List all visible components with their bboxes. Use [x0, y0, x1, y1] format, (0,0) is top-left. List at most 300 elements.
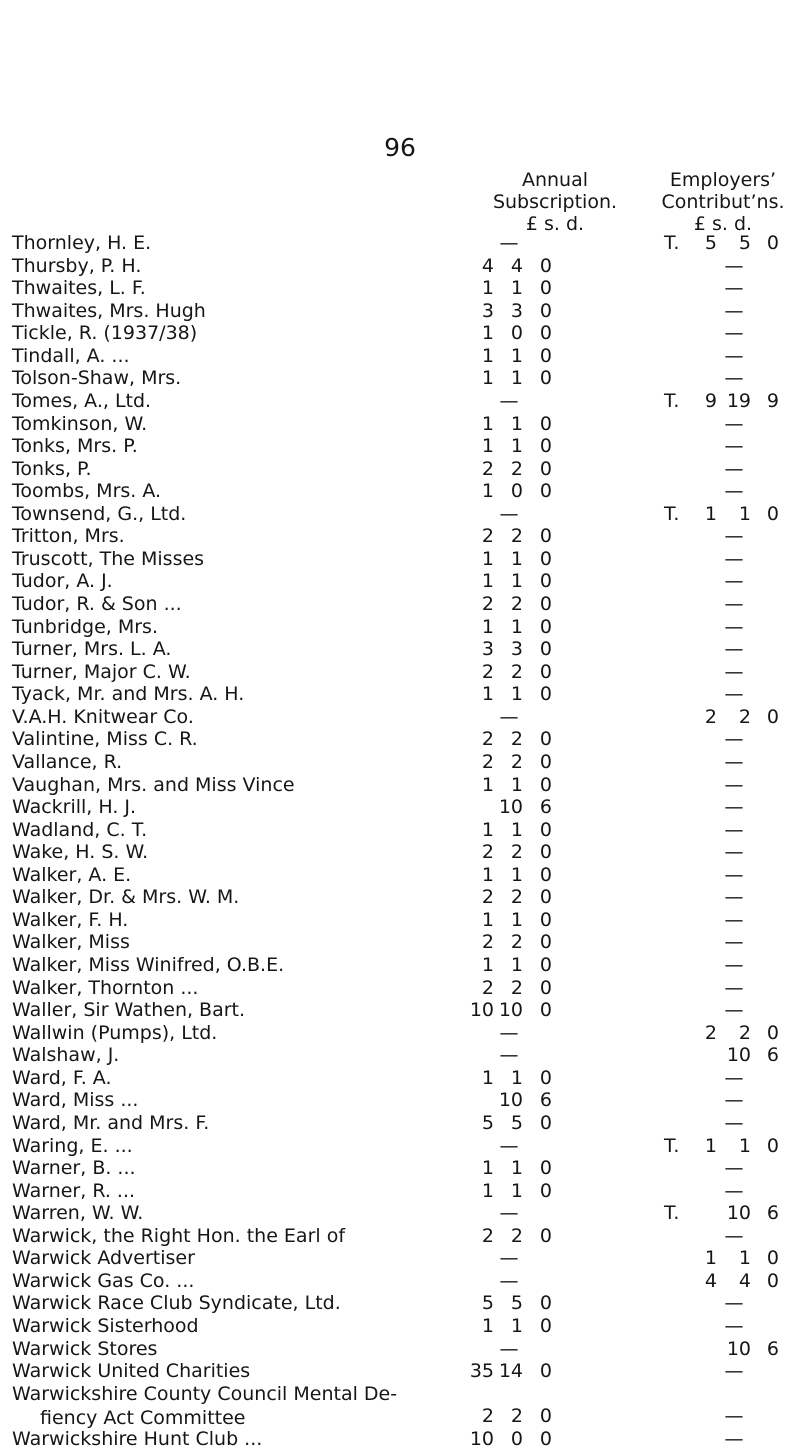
list-row [0, 547, 800, 570]
list-row [0, 1382, 800, 1427]
nil-dash: — [724, 796, 744, 819]
nil-dash: — [724, 1292, 744, 1315]
pence-value: 0 [539, 435, 552, 458]
subscriber-name-text: Tindall, A. ... [12, 344, 130, 367]
subscriber-name [12, 1359, 250, 1383]
subscription-amount [468, 976, 603, 998]
subscriber-name-text: Waring, E. ... [12, 1134, 133, 1157]
subscriber-name-text: Walker, Dr. & Mrs. W. M. [12, 886, 240, 909]
subscriber-name-text: Turner, Major C. W. [12, 660, 191, 683]
nil-dash: — [724, 750, 744, 773]
shillings-value: 1 [510, 908, 523, 931]
shillings-value: 0 [510, 480, 523, 503]
pence-value: 0 [539, 1157, 552, 1180]
subscriber-name [12, 1043, 119, 1067]
pence-value: 0 [539, 818, 552, 841]
subscription-amount [468, 705, 603, 727]
nil-dash: — [724, 886, 744, 909]
shillings-value: 4 [510, 254, 523, 277]
subscriber-name [12, 321, 197, 345]
list-row [0, 750, 800, 773]
employer-contribution [664, 998, 800, 1020]
employers-header-line2: Contribut’ns. [661, 191, 785, 213]
subscriber-name-text: Waller, Sir Wathen, Bart. [12, 999, 246, 1022]
pounds-value: 2 [481, 886, 494, 909]
shillings-value: 2 [510, 660, 523, 683]
subscriber-name-text: Thornley, H. E. [12, 232, 152, 254]
pounds-value: 4 [481, 254, 494, 277]
employer-contribution [664, 524, 800, 546]
pence-value: 0 [539, 908, 552, 931]
subscriber-name-text: V.A.H. Knitwear Co. [12, 705, 194, 728]
pence-value: 0 [766, 1247, 779, 1270]
subscriber-name-text: Walker, Thornton ... [12, 976, 199, 999]
pence-value: 0 [539, 1315, 552, 1337]
pence-value: 6 [766, 1044, 779, 1067]
pounds-value: 4 [704, 1269, 717, 1292]
shillings-value: 5 [510, 1111, 523, 1134]
nil-dash: — [724, 593, 744, 615]
pence-value: 0 [539, 593, 552, 615]
nil-dash: — [724, 547, 744, 570]
subscriber-name [12, 1021, 217, 1045]
subscription-amount [468, 1224, 603, 1246]
nil-dash: — [724, 931, 744, 954]
shillings-value: 1 [510, 1157, 523, 1180]
pounds-value: 3 [481, 299, 494, 322]
list-row [0, 885, 800, 908]
subscriber-name [12, 885, 239, 909]
pounds-value: 1 [481, 367, 494, 390]
pounds-value: 2 [481, 660, 494, 683]
pence-value: 0 [539, 841, 552, 864]
shillings-value: 10 [726, 1044, 751, 1067]
nil-dash: — [724, 683, 744, 706]
subscriber-name [12, 1134, 133, 1158]
subscriber-name [12, 1382, 397, 1430]
subscriber-name-text: Warwick Gas Co. ... [12, 1269, 195, 1292]
subscriber-name [12, 1156, 136, 1180]
subscription-amount [468, 547, 603, 569]
subscriber-name-text: Tudor, A. J. [12, 570, 113, 593]
employer-contribution [664, 1043, 800, 1065]
pence-value: 0 [539, 1292, 552, 1315]
list-row [0, 479, 800, 502]
employer-contribution [664, 569, 800, 591]
subscription-amount [468, 660, 603, 682]
pence-value: 0 [539, 1224, 552, 1247]
pence-value: 0 [766, 1021, 779, 1044]
shillings-value: 1 [510, 818, 523, 841]
subscriber-name-text: Walker, A. E. [12, 863, 132, 886]
employer-contribution [664, 682, 800, 704]
subscription-amount [468, 637, 603, 659]
nil-dash: — [724, 367, 744, 390]
list-row [0, 660, 800, 683]
subscriber-name-text: Tudor, R. & Son ... [12, 593, 182, 615]
shillings-value: 1 [510, 773, 523, 796]
list-row [0, 434, 800, 457]
subscriber-name [12, 1179, 135, 1203]
subscriber-name-text: Truscott, The Misses [12, 547, 205, 570]
shillings-value: 0 [510, 1427, 523, 1450]
subscriber-name [12, 569, 113, 593]
list-row [0, 1269, 800, 1292]
shillings-value: 0 [510, 322, 523, 345]
pounds-value: 1 [481, 818, 494, 841]
employer-contribution [664, 1246, 800, 1268]
nil-dash: — [499, 705, 519, 728]
subscription-amount [468, 1359, 603, 1381]
nil-dash: — [724, 1360, 744, 1383]
subscriber-name-text: Tunbridge, Mrs. [12, 615, 158, 638]
subscription-amount [468, 930, 603, 952]
list-row [0, 818, 800, 841]
nil-dash: — [499, 1021, 519, 1044]
employer-contribution [664, 1269, 800, 1291]
employer-contribution [664, 457, 800, 479]
nil-dash: — [724, 1111, 744, 1134]
subscriber-name [12, 840, 148, 864]
shillings-value: 2 [510, 886, 523, 909]
shillings-value: 10 [726, 1337, 751, 1360]
pounds-value: 2 [481, 931, 494, 954]
employer-contribution [664, 930, 800, 952]
list-row [0, 930, 800, 953]
employer-contribution [664, 840, 800, 862]
subscriber-name [12, 660, 191, 684]
nil-dash: — [724, 480, 744, 503]
subscriber-name [12, 592, 182, 616]
subscriber-name-text: Tyack, Mr. and Mrs. A. H. [12, 683, 245, 706]
employer-contribution [664, 1314, 800, 1336]
employer-contribution [664, 953, 800, 975]
nil-dash: — [724, 1224, 744, 1247]
shillings-value: 1 [510, 683, 523, 706]
pounds-value: 1 [704, 502, 717, 525]
pounds-value: 2 [704, 705, 717, 728]
subscriber-name-text: Warwick Advertiser [12, 1247, 195, 1270]
pence-value: 0 [539, 976, 552, 999]
subscriber-name [12, 1201, 143, 1225]
pence-value: 0 [539, 886, 552, 909]
employer-contribution [664, 276, 800, 298]
list-row [0, 1427, 800, 1450]
shillings-value: 2 [510, 931, 523, 954]
shillings-value: 14 [498, 1360, 523, 1383]
pounds-value: 2 [481, 525, 494, 548]
shillings-value: 1 [510, 954, 523, 976]
subscriber-name-text: Walker, Miss [12, 931, 130, 954]
employer-contribution [664, 502, 800, 524]
subscriber-name [12, 727, 198, 751]
subscriber-name [12, 1269, 194, 1293]
pounds-value: 3 [481, 638, 494, 661]
list-row [0, 615, 800, 638]
employers-header-units: £ s. d. [693, 213, 753, 235]
subscriber-name [12, 457, 92, 481]
pence-value: 0 [539, 344, 552, 367]
employer-contribution [664, 592, 800, 614]
shillings-value: 19 [726, 389, 751, 412]
subscriber-name-text: Wadland, C. T. [12, 818, 148, 841]
pence-value: 0 [539, 728, 552, 751]
nil-dash: — [724, 1066, 744, 1089]
shillings-value: 4 [738, 1269, 751, 1292]
pounds-value: 1 [481, 615, 494, 638]
shillings-value: 10 [498, 1089, 523, 1112]
nil-dash: — [499, 1202, 519, 1225]
shillings-value: 2 [510, 457, 523, 480]
treasury-marker: T. [664, 1134, 680, 1157]
subscriber-name-text: Tonks, P. [12, 457, 92, 480]
shillings-value: 1 [738, 1247, 751, 1270]
subscription-amount [468, 502, 603, 524]
pence-value: 0 [539, 1179, 552, 1202]
subscriber-name [12, 930, 130, 954]
nil-dash: — [724, 660, 744, 683]
nil-dash: — [499, 502, 519, 525]
subscription-amount [468, 299, 603, 321]
shillings-value: 10 [726, 1202, 751, 1225]
employer-contribution [664, 1111, 800, 1133]
subscription-amount [468, 818, 603, 840]
shillings-value: 2 [738, 1021, 751, 1044]
pence-value: 0 [766, 705, 779, 728]
list-row [0, 389, 800, 412]
subscriber-name-text: Tonks, Mrs. P. [12, 435, 138, 458]
subscriber-name-text: Warwick Stores [12, 1337, 158, 1360]
pounds-value: 2 [481, 1405, 494, 1428]
list-row [0, 254, 800, 277]
subscriber-name [12, 705, 194, 729]
employer-contribution [664, 1427, 800, 1449]
subscription-amount [468, 1088, 603, 1110]
nil-dash: — [499, 1134, 519, 1157]
subscription-amount [468, 908, 603, 930]
list-row [0, 705, 800, 728]
pounds-value: 1 [481, 322, 494, 345]
list-row [0, 1156, 800, 1179]
nil-dash: — [724, 908, 744, 931]
pence-value: 0 [539, 322, 552, 345]
subscription-amount [468, 1043, 603, 1065]
pence-value: 6 [766, 1337, 779, 1360]
subscriber-name [12, 1337, 157, 1361]
shillings-value: 2 [510, 841, 523, 864]
subscription-amount [468, 366, 603, 388]
subscriber-name-text: Tickle, R. (1937/38) [12, 322, 198, 345]
employer-contribution [664, 773, 800, 795]
pounds-value: 1 [704, 1134, 717, 1157]
list-row [0, 953, 800, 976]
subscriber-name-text: Wallwin (Pumps), Ltd. [12, 1021, 218, 1044]
nil-dash: — [724, 818, 744, 841]
pounds-value: 1 [481, 1315, 494, 1337]
pence-value: 6 [766, 1202, 779, 1225]
subscriber-name [12, 750, 122, 774]
subscriber-name [12, 998, 245, 1022]
list-row [0, 998, 800, 1021]
list-row [0, 637, 800, 660]
subscription-amount [468, 412, 603, 434]
employer-contribution [664, 321, 800, 343]
subscription-amount [468, 1427, 603, 1449]
pence-value: 0 [539, 638, 552, 661]
list-row [0, 231, 800, 254]
shillings-value: 1 [510, 344, 523, 367]
subscription-amount [468, 1314, 603, 1336]
shillings-value: 1 [510, 367, 523, 390]
employer-contribution [664, 1066, 800, 1088]
subscription-amount [468, 1179, 603, 1201]
subscription-amount [468, 1111, 603, 1133]
pounds-value: 9 [704, 389, 717, 412]
pounds-value: 10 [469, 999, 494, 1022]
subscriber-name [12, 863, 131, 887]
subscription-amount [468, 254, 603, 276]
pounds-value: 1 [481, 570, 494, 593]
pence-value: 0 [539, 367, 552, 390]
subscription-amount [468, 1269, 603, 1291]
pence-value: 0 [539, 931, 552, 954]
pence-value: 6 [539, 796, 552, 819]
pence-value: 0 [539, 299, 552, 322]
nil-dash: — [724, 638, 744, 661]
shillings-value: 2 [510, 728, 523, 751]
pence-value: 0 [539, 683, 552, 706]
list-row [0, 1179, 800, 1202]
subscription-header-units: £ s. d. [525, 213, 585, 235]
shillings-value: 5 [738, 232, 751, 254]
nil-dash: — [499, 1337, 519, 1360]
subscriber-name [12, 1088, 138, 1112]
subscription-amount [468, 885, 603, 907]
shillings-value: 1 [510, 412, 523, 435]
pounds-value: 2 [481, 457, 494, 480]
subscription-amount [468, 1201, 603, 1223]
nil-dash: — [724, 1427, 744, 1450]
subscription-amount [468, 1337, 603, 1359]
shillings-value: 2 [510, 525, 523, 548]
nil-dash: — [724, 412, 744, 435]
pence-value: 0 [539, 773, 552, 796]
list-row [0, 1337, 800, 1360]
pence-value: 0 [539, 999, 552, 1022]
subscriber-name-text: Thursby, P. H. [12, 254, 142, 277]
subscriber-name [12, 299, 206, 323]
subscription-amount [468, 389, 603, 411]
pence-value: 0 [539, 480, 552, 503]
employer-contribution [664, 547, 800, 569]
list-row [0, 1111, 800, 1134]
subscriber-name [12, 1224, 345, 1248]
pounds-value: 1 [481, 773, 494, 796]
subscriber-name [12, 637, 171, 661]
subscriber-name [12, 1111, 209, 1135]
employer-contribution [664, 299, 800, 321]
pence-value: 9 [766, 389, 779, 412]
nil-dash: — [499, 389, 519, 412]
list-row [0, 299, 800, 322]
list-row [0, 502, 800, 525]
nil-dash: — [724, 1179, 744, 1202]
pence-value: 0 [539, 1427, 552, 1450]
list-row [0, 908, 800, 931]
pounds-value: 2 [481, 976, 494, 999]
employer-contribution [664, 412, 800, 434]
pence-value: 0 [539, 1111, 552, 1134]
subscription-amount [468, 1404, 603, 1426]
nil-dash: — [724, 525, 744, 548]
subscription-amount [468, 682, 603, 704]
pence-value: 0 [766, 232, 779, 254]
pence-value: 0 [539, 457, 552, 480]
shillings-value: 1 [510, 570, 523, 593]
shillings-value: 1 [510, 863, 523, 886]
subscriber-name [12, 389, 151, 413]
subscriber-name-text: Thwaites, L. F. [12, 277, 146, 300]
employer-contribution [664, 1404, 800, 1426]
nil-dash: — [499, 1044, 519, 1067]
shillings-value: 2 [510, 750, 523, 773]
pounds-value: 1 [481, 1157, 494, 1180]
subscription-amount [468, 276, 603, 298]
subscriber-name [12, 976, 198, 1000]
employer-contribution [664, 1224, 800, 1246]
list-row [0, 569, 800, 592]
subscriber-name-text: Walker, Miss Winifred, O.B.E. [12, 954, 285, 976]
employers-header-line1: Employers’ [669, 169, 777, 191]
subscription-amount [468, 615, 603, 637]
subscriber-name [12, 1291, 341, 1315]
subscription-amount [468, 344, 603, 366]
shillings-value: 1 [510, 435, 523, 458]
subscription-header-line1: Annual [521, 169, 589, 191]
subscriber-name [12, 254, 141, 278]
subscription-amount [468, 592, 603, 614]
shillings-value: 2 [510, 1405, 523, 1428]
pence-value: 0 [766, 502, 779, 525]
employer-contribution [664, 1291, 800, 1313]
nil-dash: — [724, 1405, 744, 1428]
pounds-value: 2 [481, 593, 494, 615]
pounds-value: 1 [481, 435, 494, 458]
nil-dash: — [724, 863, 744, 886]
pounds-value: 1 [704, 1247, 717, 1270]
subscriber-name-text: Ward, Mr. and Mrs. F. [12, 1111, 210, 1134]
nil-dash: — [724, 254, 744, 277]
subscription-amount [468, 953, 603, 975]
subscriber-name [12, 1427, 262, 1451]
subscriber-name-text: Warwickshire County Council Mental De- [12, 1382, 398, 1405]
pounds-value: 1 [481, 1066, 494, 1089]
pounds-value: 1 [481, 344, 494, 367]
employers-column-header [638, 169, 800, 235]
shillings-value: 1 [510, 1066, 523, 1089]
subscription-list [0, 231, 800, 1449]
treasury-marker: T. [664, 232, 680, 254]
subscriber-name-text: Walker, F. H. [12, 908, 129, 931]
subscriber-name [12, 953, 284, 977]
nil-dash: — [724, 1089, 744, 1112]
nil-dash: — [724, 435, 744, 458]
pounds-value: 5 [481, 1292, 494, 1315]
nil-dash: — [724, 1315, 744, 1337]
shillings-value: 1 [510, 547, 523, 570]
subscriber-name [12, 818, 147, 842]
pence-value: 0 [539, 570, 552, 593]
